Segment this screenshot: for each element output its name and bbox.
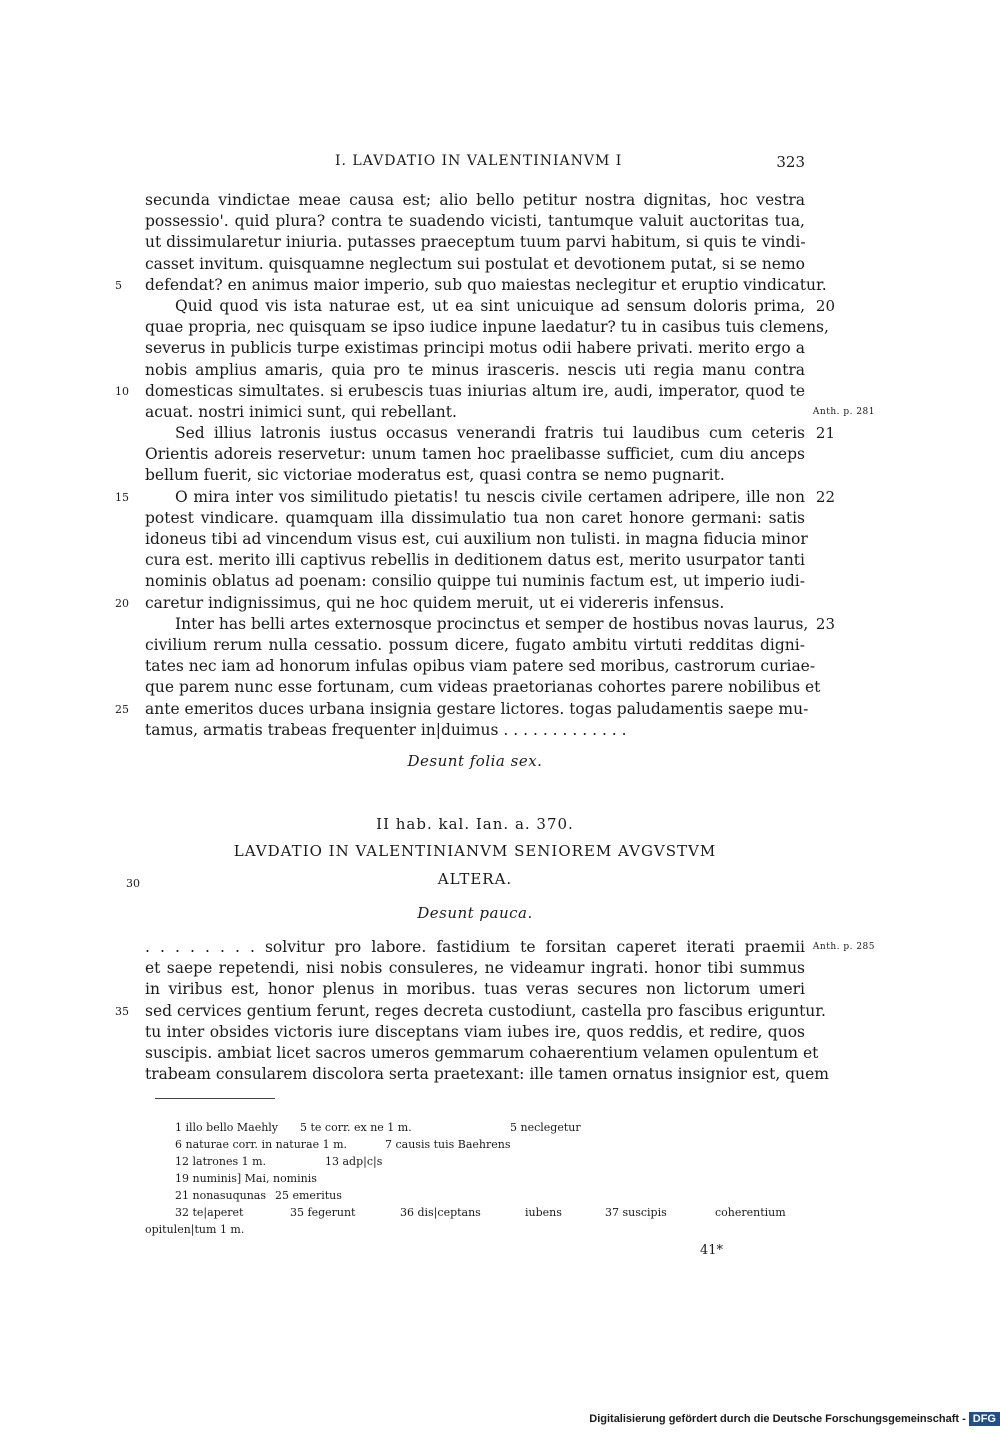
line-text: casset invitum. quisquamne neglectum sui postulat et devotionem putat, si se nemo — [145, 254, 805, 273]
section-number: 23 — [815, 614, 835, 633]
text-line — [115, 1001, 826, 1022]
text-line — [145, 402, 875, 423]
line-text: domesticas simultates. si erubescis tuas iniurias altum ire, audi, imperator, quod te — [145, 381, 805, 400]
text-line — [145, 550, 805, 571]
text-line — [145, 360, 805, 381]
apparatus-note: coherentium — [715, 1206, 786, 1219]
apparatus-notes — [145, 1119, 805, 1238]
line-text: quae propria, nec quisquam se ipso iudice inpune laedatur? tu in casibus tuis clemens, — [145, 318, 829, 337]
line-text: idoneus tibi ad vincendum visus est, cui auxilium non tulisti. in magna fiducia minor — [145, 530, 808, 548]
line-text: acuat. nostri inimici sunt, qui rebellant. — [145, 402, 457, 421]
line-text: nominis oblatus ad poenam: consilio quippe tui numinis factum est, ut imperio iudi- — [145, 572, 805, 591]
text-line — [145, 190, 805, 211]
apparatus-note: 37 suscipis — [605, 1206, 667, 1219]
signature-mark: 41* — [700, 1243, 724, 1258]
text-line — [145, 254, 805, 275]
line-number: 25 — [115, 702, 129, 716]
apparatus-note: 21 nonasuqunas — [175, 1189, 266, 1202]
note-line — [145, 1170, 805, 1187]
section-number: 21 — [815, 424, 835, 443]
apparatus-note: 12 latrones 1 m. — [175, 1155, 267, 1168]
text-line — [145, 937, 875, 958]
text-line — [145, 979, 805, 1000]
text-line — [145, 423, 835, 444]
line-text: severus in publicis turpe existimas principi motus odii habere privati. merito ergo a — [145, 339, 805, 358]
line-text: Sed illius latronis iustus occasus venerandi fratris tui laudibus cum ceteris — [175, 424, 805, 443]
line-number: 15 — [115, 490, 129, 504]
note-line — [145, 1153, 805, 1170]
line-text: suscipis. ambiat licet sacros umeros gemmarum cohaerentium velamen opulentum et — [145, 1043, 819, 1062]
text-line — [145, 571, 805, 592]
apparatus-note: 5 neclegetur — [510, 1121, 581, 1134]
text-line — [145, 614, 835, 635]
text-line — [145, 1022, 805, 1043]
line-text: potest vindicare. quamquam illa dissimulatio tua non caret honore germani: satis — [145, 508, 805, 527]
line-text: cura est. merito illi captivus rebellis in deditionem datus est, merito usurpator tanti — [145, 551, 805, 570]
section-date: II hab. kal. Ian. a. 370. — [376, 815, 574, 833]
line-text: tu inter obsides victoris iure disceptans viam iubes ire, quos reddis, et redire, quos — [145, 1022, 805, 1041]
apparatus-note: 6 naturae corr. in naturae 1 m. — [175, 1138, 348, 1151]
footnote-rule — [155, 1098, 275, 1099]
line-text: . . . . . . . . solvitur pro labore. fastidium te forsitan caperet iterati praemii — [145, 938, 805, 956]
apparatus-note: 32 te|aperet — [175, 1206, 244, 1219]
line-text: Inter has belli artes externosque procinctus et semper de hostibus novas laurus, — [175, 614, 809, 633]
note-line — [145, 1119, 805, 1136]
line-number: 20 — [115, 596, 129, 610]
text-line — [145, 296, 835, 317]
note-line — [145, 1221, 805, 1238]
running-head — [145, 153, 805, 177]
apparatus-note: 1 illo bello Maehly — [175, 1121, 279, 1134]
line-number: 10 — [115, 384, 129, 398]
line-text: in viribus est, honor plenus in moribus. tuas veras secures non lictorum umeri — [145, 980, 805, 999]
line-text: que parem nunc esse fortunam, cum videas praetorianas cohortes parere nobilibus et — [145, 678, 821, 697]
line-text: secunda vindictae meae causa est; alio bello petitur nostra dignitas, hoc vestra — [145, 191, 805, 209]
text-line — [115, 593, 805, 614]
section-subtitle: ALTERA. — [437, 870, 513, 888]
line-number: 35 — [115, 1004, 129, 1018]
apparatus-note: 35 fegerunt — [290, 1206, 356, 1219]
anthology-reference: Anth. p. 281 — [812, 406, 875, 417]
line-text: bellum fuerit, sic victoriae moderatus est, quasi contra se nemo pugnarit. — [145, 466, 725, 485]
line-number: 5 — [115, 278, 122, 292]
text-line — [145, 211, 805, 232]
text-block-2 — [115, 937, 875, 1085]
apparatus-note: 25 emeritus — [275, 1189, 342, 1202]
text-line — [115, 381, 805, 402]
desunt-folia: Desunt folia sex. — [407, 752, 543, 770]
text-line — [115, 275, 827, 296]
text-line — [145, 1043, 819, 1064]
text-line — [145, 465, 805, 486]
line-text: tamus, armatis trabeas frequenter in|duimus . . . . . . . . . . . . . — [145, 720, 627, 739]
text-line — [145, 720, 805, 741]
text-line — [145, 656, 816, 677]
text-line — [145, 677, 821, 698]
text-block-1 — [115, 190, 875, 741]
text-line — [145, 317, 829, 338]
text-line — [145, 1064, 829, 1085]
note-line — [145, 1136, 805, 1153]
apparatus-note: 7 causis tuis Baehrens — [385, 1138, 511, 1151]
apparatus-note: 19 numinis] Mai, nominis — [175, 1172, 317, 1185]
dfg-logo-icon: DFG — [969, 1412, 1000, 1426]
line-text: Orientis adoreis reservetur: unum tamen hoc praelibasse sufficiet, cum diu anceps — [145, 445, 805, 464]
section-number: 20 — [815, 296, 835, 315]
note-line — [145, 1204, 805, 1221]
text-line — [145, 232, 805, 253]
line-text: civilium rerum nulla cessatio. possum dicere, fugato ambitu virtuti redditas digni- — [145, 635, 805, 654]
line-text: caretur indignissimus, qui ne hoc quidem meruit, ut ei videreris infensus. — [145, 593, 725, 612]
line-text: O mira inter vos similitudo pietatis! tu nescis civile certamen adripere, ille non — [175, 487, 805, 506]
apparatus-note: 5 te corr. ex ne 1 m. — [300, 1121, 412, 1134]
text-line — [145, 444, 805, 465]
text-line — [145, 508, 805, 529]
text-line — [145, 635, 805, 656]
apparatus-note: opitulen|tum 1 m. — [145, 1223, 245, 1236]
note-line — [145, 1187, 805, 1204]
apparatus-note: 36 dis|ceptans — [400, 1206, 481, 1219]
apparatus-note: iubens — [525, 1206, 562, 1219]
line-text: sed cervices gentium ferunt, reges decreta custodiunt, castella pro fascibus eriguntur. — [145, 1001, 826, 1020]
line-text: trabeam consularem discolora serta praetexant: ille tamen ornatus insignior est, quem — [145, 1065, 829, 1084]
line-text: et saepe repetendi, nisi nobis consuleres, ne videamur ingrati. honor tibi summus — [145, 959, 805, 978]
line-text: possessio'. quid plura? contra te suadendo vicisti, tantumque valuit auctoritas tua, — [145, 212, 805, 231]
text-line — [145, 338, 805, 359]
page-number: 323 — [776, 153, 805, 171]
digitization-footer — [560, 1412, 1000, 1434]
line-text: ante emeritos duces urbana insignia gestare lictores. togas paludamentis saepe mu- — [145, 699, 809, 718]
text-line — [115, 487, 835, 508]
text-line — [115, 699, 809, 720]
anthology-reference: Anth. p. 285 — [812, 942, 875, 952]
section-title: LAVDATIO IN VALENTINIANVM SENIOREM AVGVSTVM — [233, 842, 717, 860]
section-number: 22 — [815, 487, 835, 506]
text-line — [145, 529, 808, 550]
desunt-pauca: Desunt pauca. — [417, 904, 533, 922]
subtitle-line-number: 30 — [126, 877, 140, 890]
apparatus-note: 13 adp|c|s — [325, 1155, 383, 1168]
line-text: defendat? en animus maior imperio, sub quo maiestas neclegitur et eruptio vindicatur. — [145, 275, 827, 294]
line-text: Quid quod vis ista naturae est, ut ea sint unicuique ad sensum doloris prima, — [175, 296, 805, 315]
line-text: nobis amplius amaris, quia pro te minus irasceris. nescis uti regia manu contra — [145, 360, 805, 379]
line-text: tates nec iam ad honorum infulas opibus viam patere sed moribus, castrorum curiae- — [145, 657, 816, 676]
text-line — [145, 958, 805, 979]
running-title: I. LAVDATIO IN VALENTINIANVM I — [335, 153, 623, 169]
footer-text: Digitalisierung gefördert durch die Deutsche Forschungsgemeinschaft - — [589, 1413, 966, 1425]
line-text: ut dissimularetur iniuria. putasses praeceptum tuum parvi habitum, si quis te vindi- — [145, 233, 806, 252]
